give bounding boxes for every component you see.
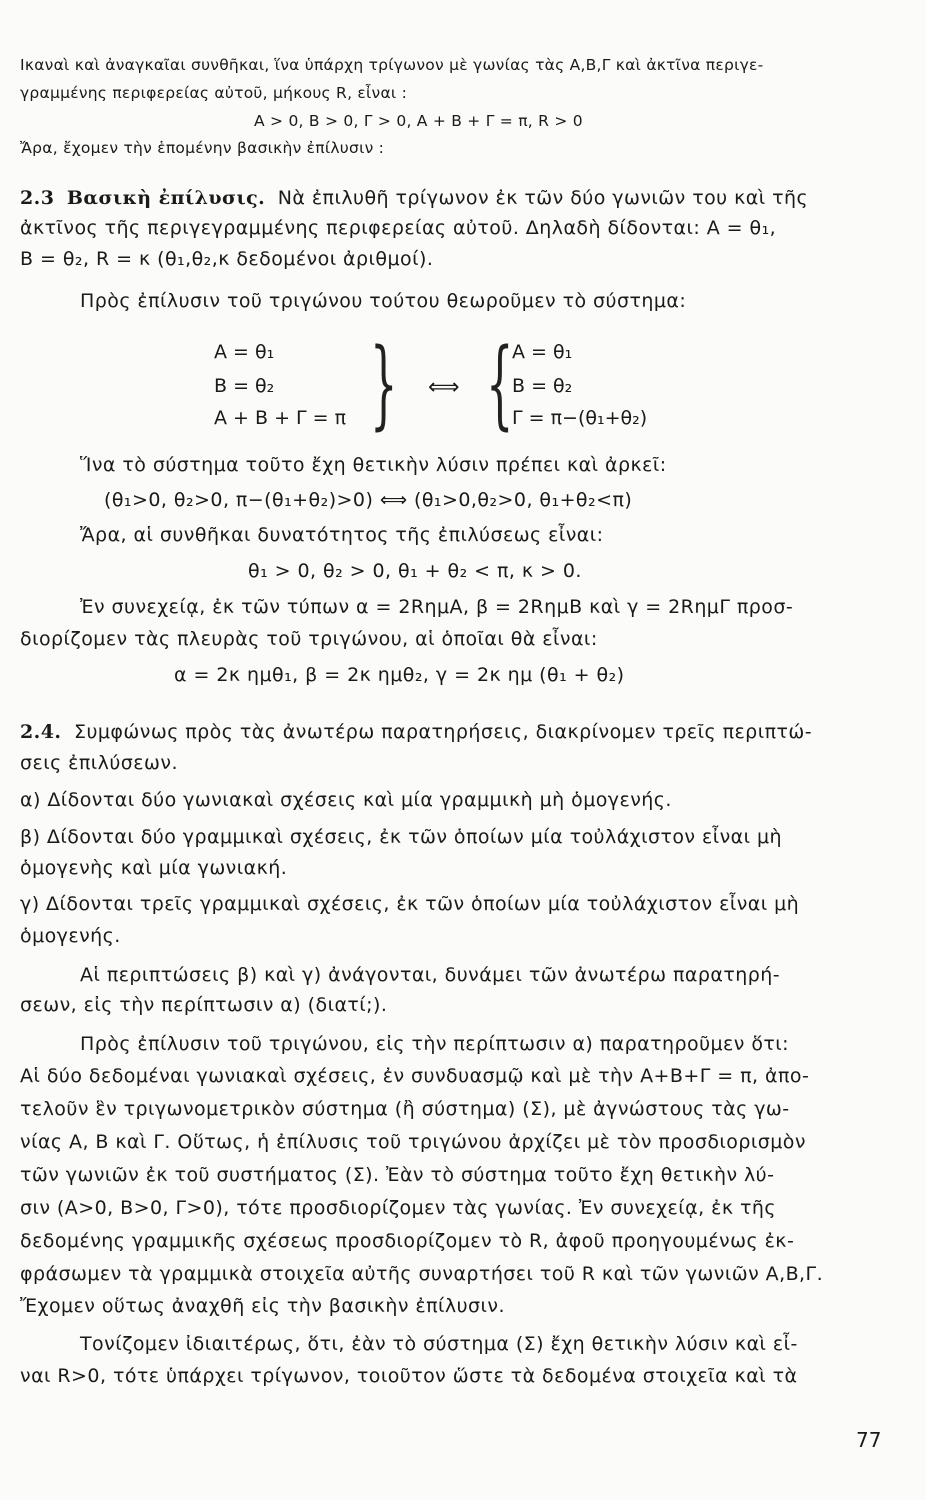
text-line: Πρὸς ἐπίλυσιν τοῦ τριγώνου, εἰς τὴν περίπτωσιν α) παρατηροῦμεν ὅτι: (80, 1033, 790, 1055)
section-text: Νὰ ἐπιλυθῆ τρίγωνον ἐκ τῶν δύο γωνιῶν του καὶ τῆς (277, 187, 809, 209)
text-line: διορίζομεν τὰς πλευρὰς τοῦ τριγώνου, αἱ ὁποῖαι θὰ εἶναι: (20, 628, 598, 650)
formula-line: θ₁ > 0, θ₂ > 0, θ₁ + θ₂ < π, κ > 0. (248, 560, 582, 582)
text-line: ὁμογενής. (20, 925, 121, 947)
text-line: Β = θ₂, R = κ (θ₁,θ₂,κ δεδομένοι ἀριθμοί). (20, 248, 434, 270)
text-line: Τονίζομεν ἰδιαιτέρως, ὅτι, ἐὰν τὸ σύστημα (Σ) ἔχη θετικὴν λύσιν καὶ εἶ- (80, 1333, 798, 1355)
text-line: Ἔχομεν οὕτως ἀναχθῆ εἰς τὴν βασικὴν ἐπίλυσιν. (20, 1295, 505, 1317)
text-line: σιν (Α>0, Β>0, Γ>0), τότε προσδιορίζομεν τὰς γωνίας. Ἐν συνεχείᾳ, ἐκ τῆς (20, 1197, 776, 1219)
text-line: ναι R>0, τότε ὑπάρχει τρίγωνον, τοιοῦτον ὥστε τὰ δεδομένα στοιχεῖα καὶ τὰ (20, 1365, 798, 1387)
text-line: Ἐν συνεχείᾳ, ἐκ τῶν τύπων α = 2RημΑ, β = 2RημΒ καὶ γ = 2RημΓ προσ- (80, 596, 794, 618)
eq-right-2: Β = θ₂ (512, 375, 573, 397)
text-line: Ἄρα, αἱ συνθῆκαι δυνατότητος τῆς ἐπιλύσεως εἶναι: (80, 524, 604, 546)
eq-left-3: Α + Β + Γ = π (214, 407, 347, 429)
case-b: β) Δίδονται δύο γραμμικαὶ σχέσεις, ἐκ τῶν ὁποίων μία τοὐλάχιστον εἶναι μὴ (20, 826, 783, 848)
text-line: σεις ἐπιλύσεων. (20, 752, 178, 774)
text-line: δεδομένης γραμμικῆς σχέσεως προσδιορίζομεν τὸ R, ἀφοῦ προηγουμένως ἐκ- (20, 1230, 795, 1252)
text-line: φράσωμεν τὰ γραμμικὰ στοιχεῖα αὐτῆς συναρτήσει τοῦ R καὶ τῶν γωνιῶν Α,Β,Γ. (20, 1263, 824, 1285)
eq-left-1: Α = θ₁ (214, 341, 275, 363)
text-line: Αἱ δύο δεδομέναι γωνιακαὶ σχέσεις, ἐν συνδυασμῷ καὶ μὲ τὴν Α+Β+Γ = π, ἀπο- (20, 1065, 810, 1087)
right-brace: } (370, 328, 398, 440)
text-line: Ικαναὶ καὶ ἀναγκαῖαι συνθῆκαι, ἵνα ὑπάρχη τρίγωνον μὲ γωνίας τὰς Α,Β,Γ καὶ ἀκτῖνα περιγε- (20, 56, 764, 74)
eq-right-3: Γ = π−(θ₁+θ₂) (512, 407, 648, 429)
text-line: ὁμογενὴς καὶ μία γωνιακή. (20, 857, 288, 879)
section-number: 2.3 (20, 187, 55, 209)
text-line: Ἵνα τὸ σύστημα τοῦτο ἔχη θετικὴν λύσιν πρέπει καὶ ἀρκεῖ: (80, 454, 667, 476)
left-brace: { (486, 328, 514, 440)
text-line: γραμμένης περιφερείας αὐτοῦ, μήκους R, εἶναι : (20, 84, 408, 102)
text-line: Αἱ περιπτώσεις β) καὶ γ) ἀνάγονται, δυνάμει τῶν ἀνωτέρω παρατηρή- (80, 964, 781, 986)
text-line: τελοῦν ἓν τριγωνομετρικὸν σύστημα (ἢ σύστημα) (Σ), μὲ ἀγνώστους τὰς γω- (20, 1098, 790, 1120)
eq-left-2: Β = θ₂ (214, 375, 275, 397)
case-c: γ) Δίδονται τρεῖς γραμμικαὶ σχέσεις, ἐκ τῶν ὁποίων μία τοὐλάχιστον εἶναι μὴ (20, 893, 800, 915)
condition-line: Α > 0, Β > 0, Γ > 0, Α + Β + Γ = π, R > 0 (254, 112, 583, 130)
section-2-3-first-line (20, 189, 808, 208)
section-text: Συμφώνως πρὸς τὰς ἀνωτέρω παρατηρήσεις, διακρίνομεν τρεῖς περιπτώ- (73, 721, 813, 743)
section-heading: Βασικὴ ἐπίλυσις. (66, 187, 266, 209)
text-line: Πρὸς ἐπίλυσιν τοῦ τριγώνου τούτου θεωροῦμεν τὸ σύστημα: (80, 290, 687, 312)
text-line: τῶν γωνιῶν ἐκ τοῦ συστήματος (Σ). Ἐὰν τὸ σύστημα τοῦτο ἔχη θετικὴν λύ- (20, 1164, 775, 1186)
text-line: Ἄρα, ἔχομεν τὴν ἑπομένην βασικὴν ἐπίλυσιν : (20, 139, 385, 157)
eq-right-1: Α = θ₁ (512, 341, 573, 363)
formula-line: (θ₁>0, θ₂>0, π−(θ₁+θ₂)>0) ⟺ (θ₁>0,θ₂>0, θ₁+θ₂<π) (104, 489, 633, 511)
text-line: νίας Α, Β καὶ Γ. Οὕτως, ἡ ἐπίλυσις τοῦ τριγώνου ἀρχίζει μὲ τὸν προσδιορισμὸν (20, 1131, 806, 1153)
text-line: σεων, εἰς τὴν περίπτωσιν α) (διατί;). (20, 994, 388, 1016)
case-a: α) Δίδονται δύο γωνιακαὶ σχέσεις καὶ μία γραμμικὴ μὴ ὁμογενής. (20, 789, 672, 811)
formula-line: α = 2κ ημθ₁, β = 2κ ημθ₂, γ = 2κ ημ (θ₁ + θ₂) (174, 664, 625, 686)
section-2-4-first-line (20, 723, 812, 742)
section-number: 2.4. (20, 721, 62, 743)
equivalence-arrow: ⟺ (428, 375, 460, 400)
page-number: 77 (856, 1428, 882, 1452)
text-line: ἀκτῖνος τῆς περιγεγραμμένης περιφερείας αὐτοῦ. Δηλαδὴ δίδονται: Α = θ₁, (20, 217, 777, 239)
